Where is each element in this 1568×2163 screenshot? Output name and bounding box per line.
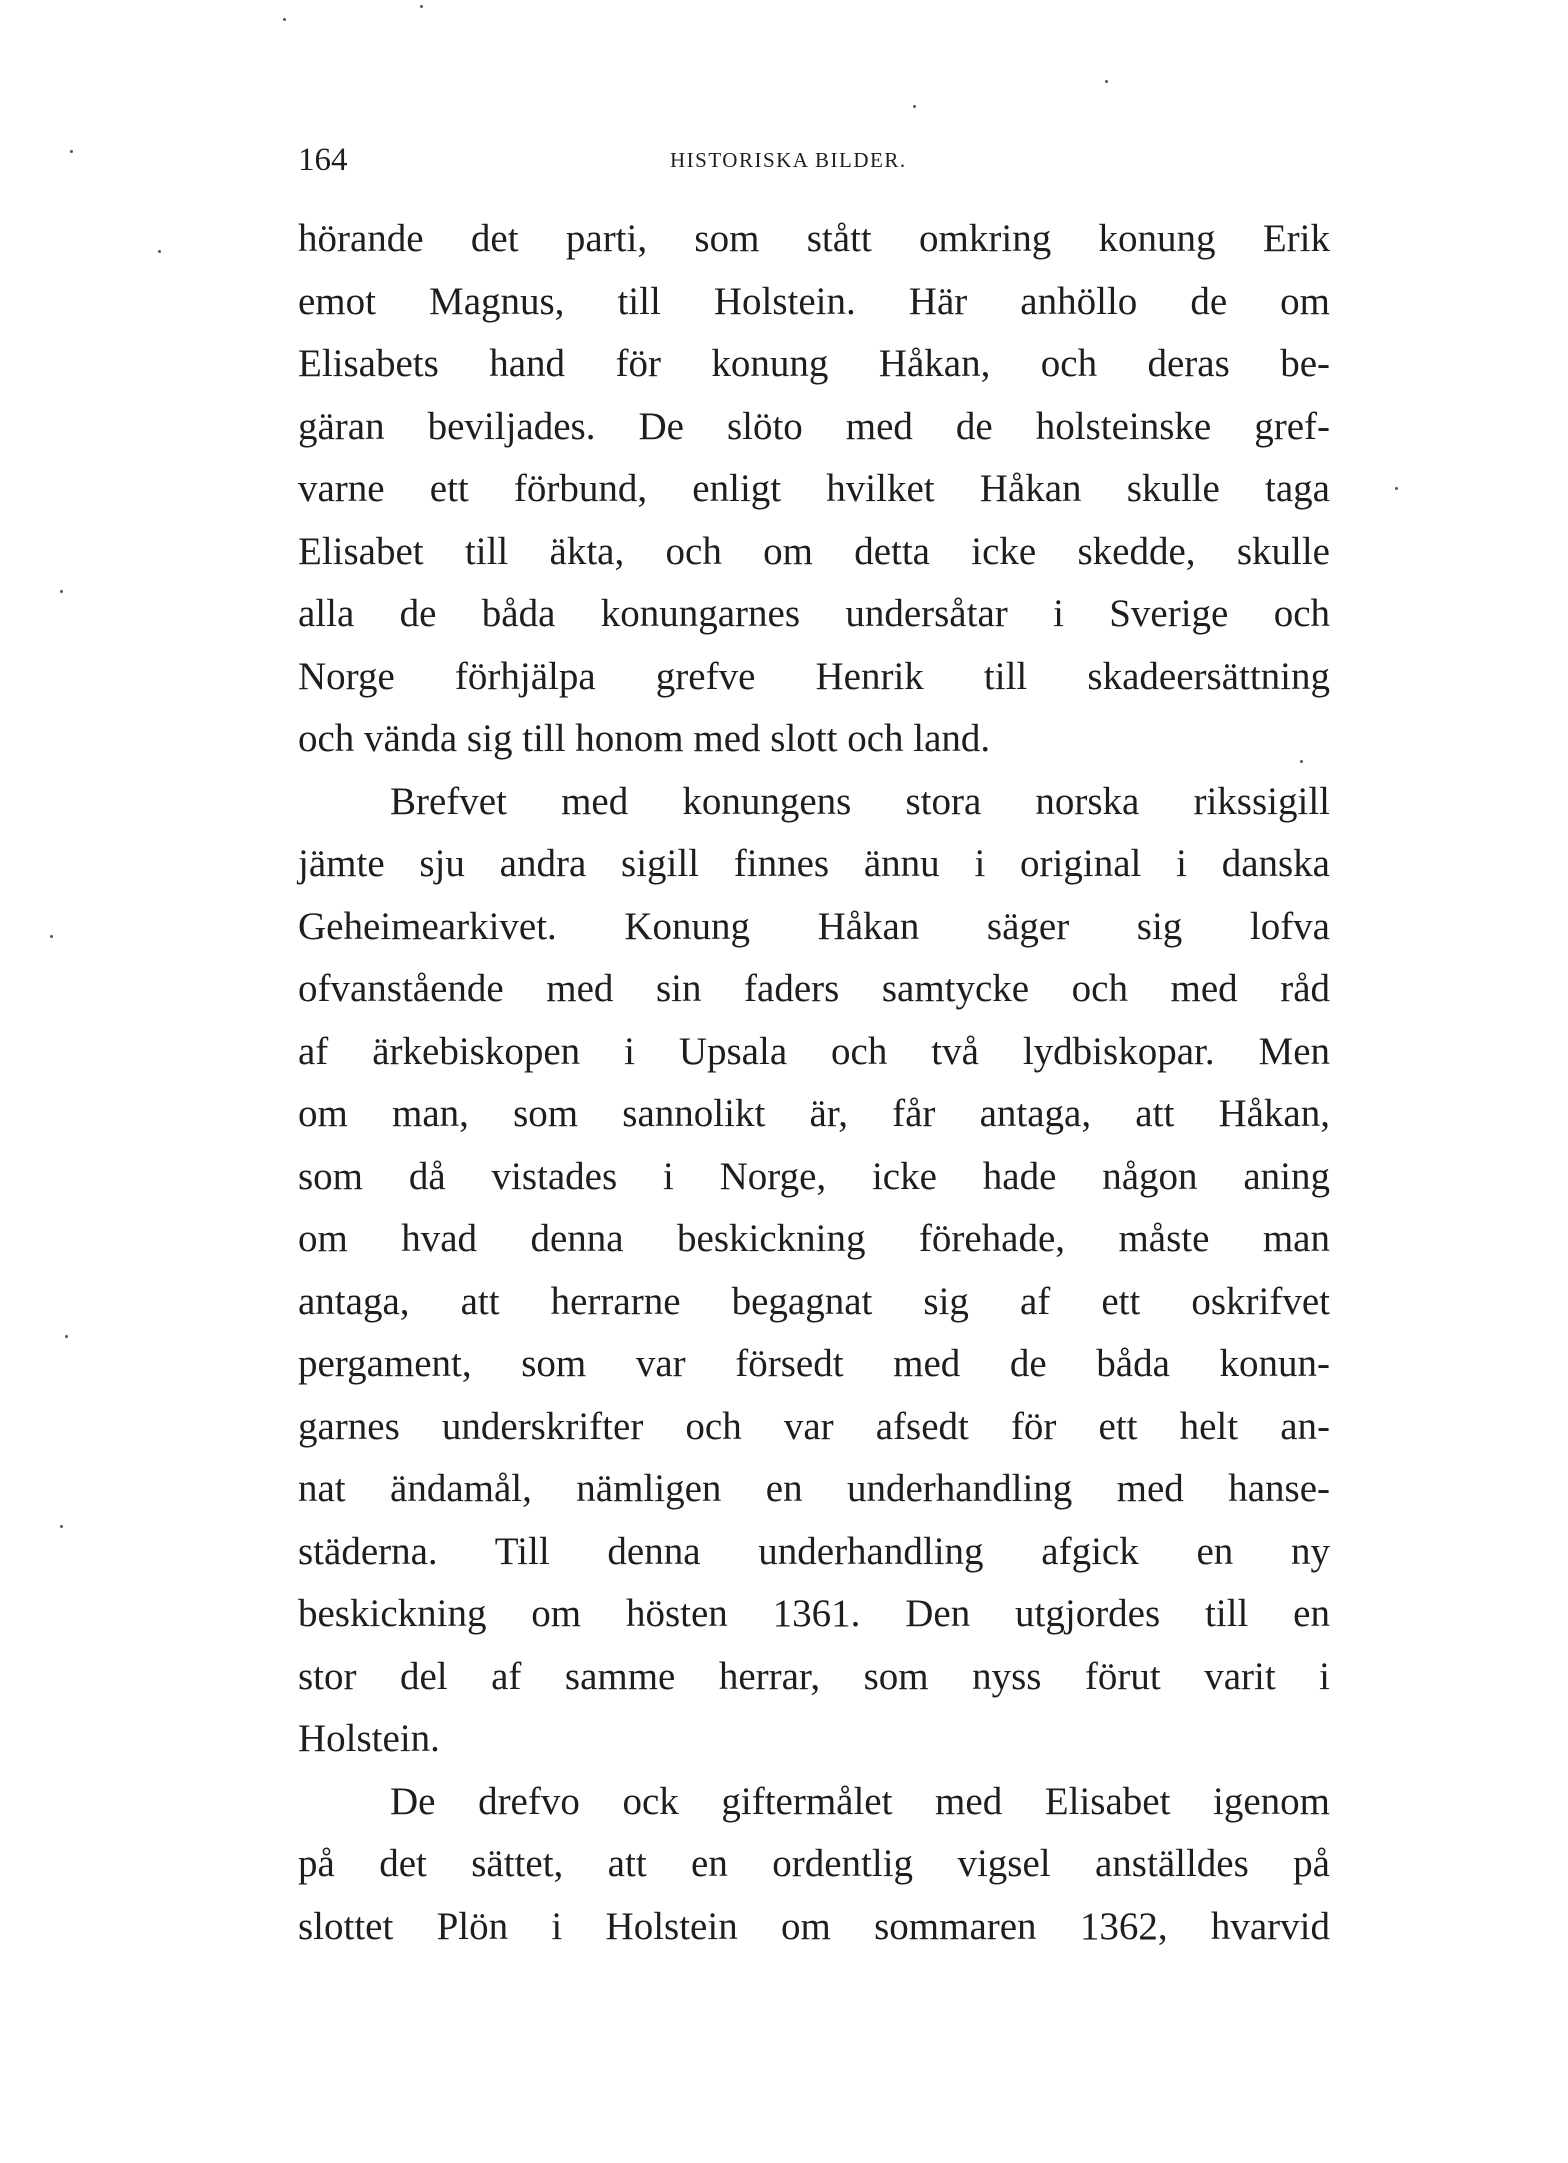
scan-speck	[913, 105, 916, 108]
text-line: slottet Plön i Holstein om sommaren 1362, hvarvid	[298, 1904, 1330, 1948]
page-header	[298, 138, 1330, 182]
text-line: Elisabet till äkta, och om detta icke skedde, skulle	[298, 529, 1330, 573]
text-line: nat ändamål, nämligen en underhandling med hanse-	[298, 1467, 1330, 1510]
scan-speck	[65, 1335, 68, 1338]
text-line: garnes underskrifter och var afsedt för ett helt an-	[298, 1404, 1330, 1448]
scan-speck	[70, 150, 73, 153]
text-line: stor del af samme herrar, som nyss förut varit i	[298, 1654, 1330, 1698]
text-line: Norge förhjälpa grefve Henrik till skadeersättning	[298, 654, 1330, 698]
scan-speck	[1395, 487, 1398, 490]
running-title: HISTORISKA BILDER.	[670, 148, 907, 172]
text-line: och vända sig till honom med slott och land.	[298, 717, 991, 760]
text-line: varne ett förbund, enligt hvilket Håkan skulle taga	[298, 467, 1330, 510]
text-line: af ärkebiskopen i Upsala och två lydbiskopar. Men	[298, 1029, 1330, 1073]
scan-speck	[283, 18, 286, 21]
scan-speck	[60, 590, 63, 593]
scan-speck	[420, 5, 423, 8]
text-line: Elisabets hand för konung Håkan, och deras be-	[298, 342, 1330, 385]
text-line: om man, som sannolikt är, får antaga, att Håkan,	[298, 1092, 1330, 1135]
text-line: ofvanstående med sin faders samtycke och med råd	[298, 967, 1330, 1010]
text-line: alla de båda konungarnes undersåtar i Sverige och	[298, 592, 1330, 635]
text-line: antaga, att herrarne begagnat sig af ett oskrifvet	[298, 1279, 1330, 1323]
text-line: som då vistades i Norge, icke hade någon aning	[298, 1154, 1330, 1198]
body-text	[298, 208, 1330, 1958]
scan-speck	[50, 935, 53, 938]
text-line: emot Magnus, till Holstein. Här anhöllo de om	[298, 279, 1330, 323]
paragraph-2	[298, 771, 1330, 1771]
text-line: på det sättet, att en ordentlig vigsel anställdes på	[298, 1842, 1330, 1885]
scan-speck	[60, 1525, 63, 1528]
paragraph-1	[298, 208, 1330, 771]
text-line: om hvad denna beskickning förehade, måste man	[298, 1217, 1330, 1260]
text-line: Geheimearkivet. Konung Håkan säger sig lofva	[298, 904, 1330, 948]
scan-speck	[1105, 80, 1108, 83]
scan-speck	[158, 250, 161, 253]
text-line: beskickning om hösten 1361. Den utgjordes till en	[298, 1592, 1330, 1635]
text-line: städerna. Till denna underhandling afgick en ny	[298, 1529, 1330, 1573]
text-line: jämte sju andra sigill finnes ännu i original i danska	[298, 842, 1330, 885]
text-line: De drefvo ock giftermålet med Elisabet igenom	[390, 1779, 1330, 1823]
text-line: pergament, som var försedt med de båda konun-	[298, 1342, 1330, 1385]
text-line: gäran beviljades. De slöto med de holsteinske gref-	[298, 404, 1330, 448]
text-line: hörande det parti, som stått omkring konung Erik	[298, 217, 1330, 260]
text-line: Holstein.	[298, 1717, 440, 1760]
text-line: Brefvet med konungens stora norska rikssigill	[390, 779, 1330, 823]
page-number: 164	[298, 142, 348, 178]
paragraph-3	[298, 1771, 1330, 1959]
